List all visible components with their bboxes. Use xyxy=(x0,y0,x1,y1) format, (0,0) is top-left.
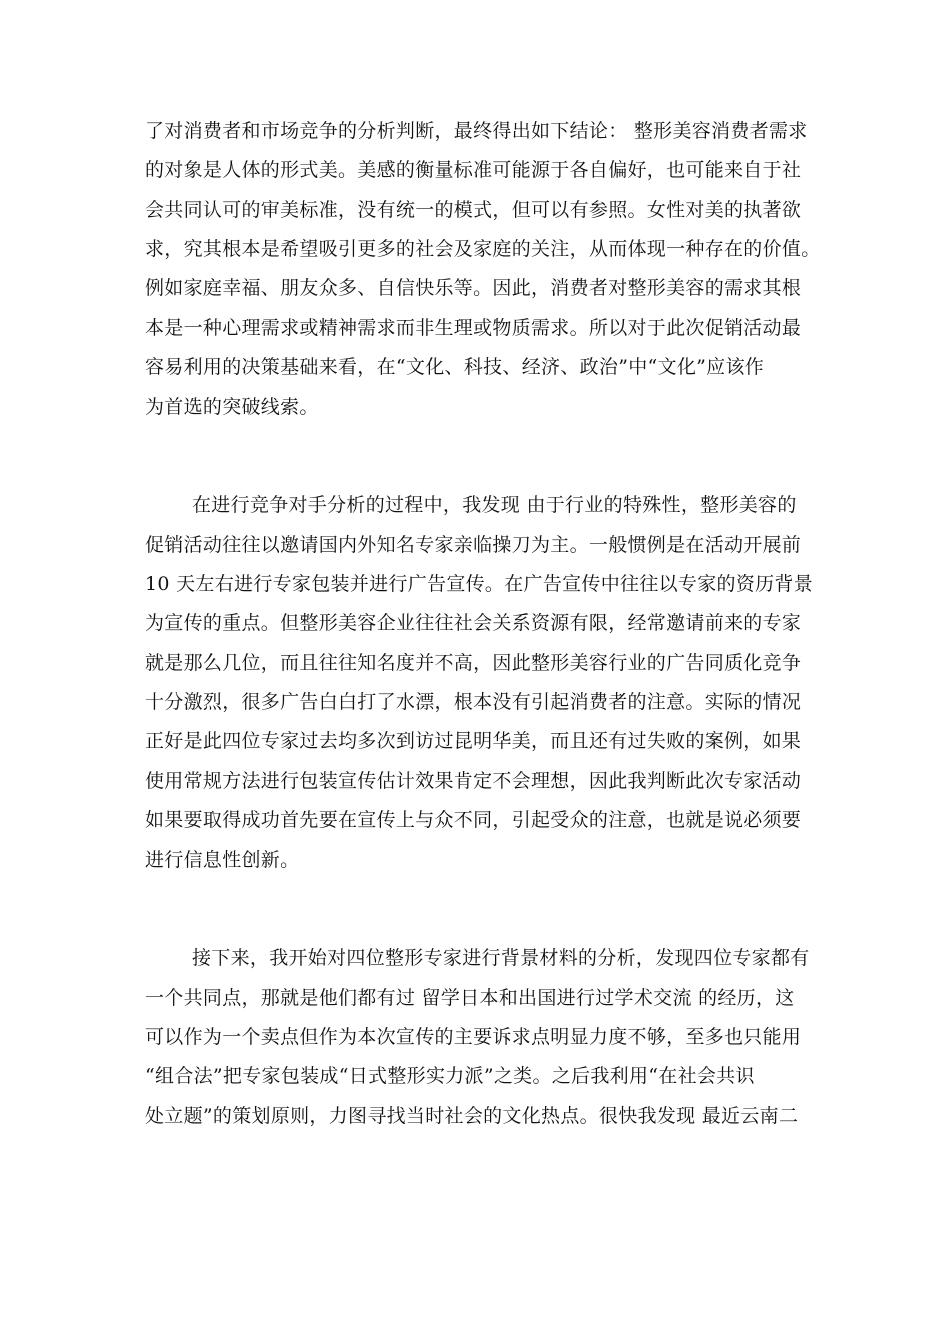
text-line: 了对消费者和市场竞争的分析判断，最终得出如下结论： 整形美容消费者需求 xyxy=(145,120,808,142)
text-line: 可以作为一个卖点但作为本次宣传的主要诉求点明显力度不够，至多也只能用 xyxy=(145,1026,802,1048)
text-line: 在进行竞争对手分析的过程中，我发现 由于行业的特殊性，整形美容的 xyxy=(192,494,797,516)
text-line: 使用常规方法进行包装宣传估计效果肯定不会理想，因此我判断此次专家活动 xyxy=(145,770,802,792)
text-line: 为首选的突破线索。 xyxy=(145,396,319,418)
text-line: 为宣传的重点。但整形美容企业往往社会关系资源有限，经常邀请前来的专家 xyxy=(145,612,802,634)
text-line: 进行信息性创新。 xyxy=(145,849,300,871)
text-line: 10 天左右进行专家包装并进行广告宣传。在广告宣传中往往以专家的资历背景 xyxy=(145,573,814,595)
text-line: 促销活动往往以邀请国内外知名专家亲临操刀为主。一般惯例是在活动开展前 xyxy=(145,534,802,556)
text-line: 例如家庭幸福、朋友众多、自信快乐等。因此，消费者对整形美容的需求其根 xyxy=(145,277,802,299)
text-line: “组合法”把专家包装成“日式整形实力派”之类。之后我利用“在社会共识 xyxy=(145,1065,755,1087)
text-line: 处立题”的策划原则，力图寻找当时社会的文化热点。很快我发现 最近云南二 xyxy=(145,1105,799,1127)
text-line: 求，究其根本是希望吸引更多的社会及家庭的关注，从而体现一种存在的价值。 xyxy=(145,238,821,260)
text-line: 会共同认可的审美标准，没有统一的模式，但可以有参照。女性对美的执著欲 xyxy=(145,199,802,221)
text-line: 接下来，我开始对四位整形专家进行背景材料的分析，发现四位专家都有 xyxy=(192,947,810,969)
text-line: 十分激烈，很多广告白白打了水漂，根本没有引起消费者的注意。实际的情况 xyxy=(145,691,802,713)
text-line: 一个共同点，那就是他们都有过 留学日本和出国进行过学术交流 的经历，这 xyxy=(145,987,795,1009)
text-line: 就是那么几位，而且往往知名度并不高，因此整形美容行业的广告同质化竞争 xyxy=(145,652,802,674)
text-line: 本是一种心理需求或精神需求而非生理或物质需求。所以对于此次促销活动最 xyxy=(145,317,802,339)
text-line: 正好是此四位专家过去均多次到访过昆明华美，而且还有过失败的案例，如果 xyxy=(145,730,802,752)
text-line: 容易利用的决策基础来看，在“文化、科技、经济、政治”中“文化”应该作 xyxy=(145,356,765,378)
text-line: 如果要取得成功首先要在宣传上与众不同，引起受众的注意，也就是说必须要 xyxy=(145,809,802,831)
text-line: 的对象是人体的形式美。美感的衡量标准可能源于各自偏好，也可能来自于社 xyxy=(145,159,802,181)
